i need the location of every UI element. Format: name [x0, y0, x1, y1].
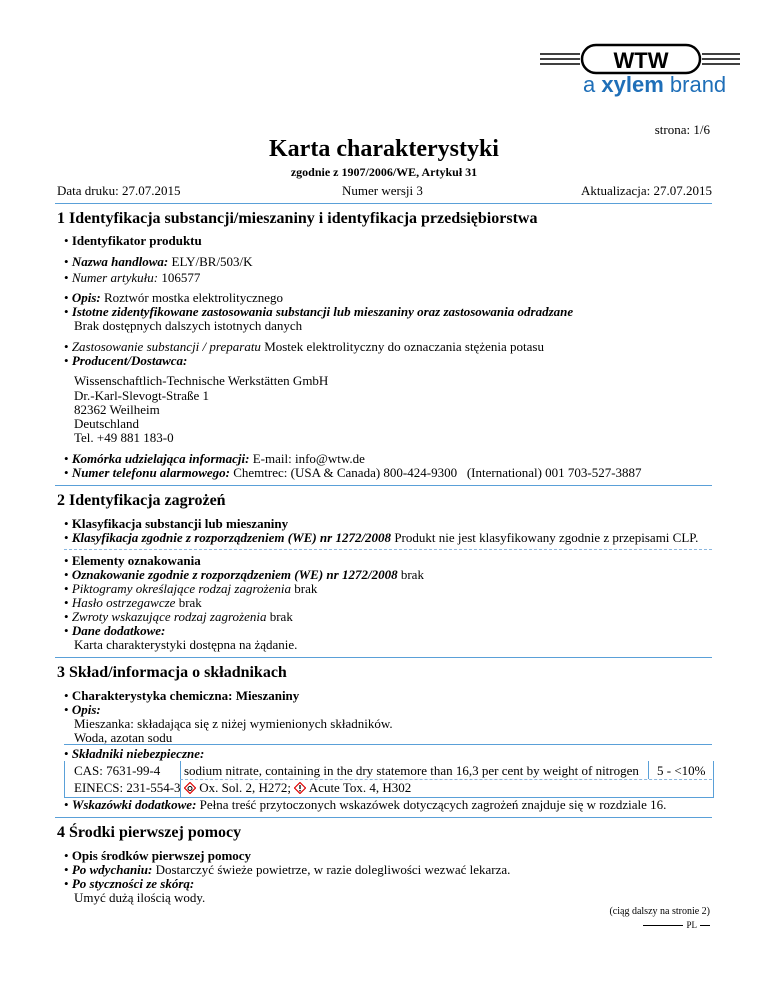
skin-contact-value: Umyć dużą ilością wody.: [74, 890, 206, 905]
address-line: Wissenschaftlich-Technische Werkstätten GmbH: [74, 373, 329, 388]
document-title: Karta charakterystyki: [269, 136, 499, 162]
hazardous-components-label: • Składniki niebezpieczne:: [64, 746, 205, 761]
divider: [55, 817, 712, 818]
additional-data-value: Karta charakterystyki dostępna na żądanie.: [74, 637, 298, 652]
section-1-heading: 1 Identyfikacja substancji/mieszaniny i identyfikacja przedsiębiorstwa: [57, 210, 538, 227]
additional-hints: • Wskazówki dodatkowe: Pełna treść przytoczonych wskazówek dotyczących zagrożeń znajduje się w rozdziale 16.: [64, 797, 667, 812]
classification-regulation: • Klasyfikacja zgodnie z rozporządzeniem (WE) nr 1272/2008 Produkt nie jest klasyfikowany zgodnie z przepisami CLP.: [64, 530, 699, 545]
composition-line: Woda, azotan sodu: [74, 730, 173, 745]
composition-description: • Opis:: [64, 702, 101, 717]
einecs-number: EINECS: 231-554-3: [74, 780, 181, 795]
composition-line: Mieszanka: składająca się z niżej wymienionych składników.: [74, 716, 393, 731]
emergency-phone: • Numer telefonu alarmowego: Chemtrec: (USA & Canada) 800-424-9300 (International) 001 703-527-3887: [64, 465, 642, 480]
identified-uses: • Istotne zidentyfikowane zastosowania substancji lub mieszaniny oraz zastosowania odradzane: [64, 304, 574, 319]
substance-classification: Ox. Sol. 2, H272; Acute Tox. 4, H302: [184, 780, 411, 796]
identified-uses-value: Brak dostępnych dalszych istotnych danych: [74, 318, 303, 333]
continued-note: (ciąg dalszy na stronie 2): [609, 906, 710, 917]
cas-number: CAS: 7631-99-4: [74, 763, 161, 778]
table-top: [64, 744, 712, 745]
signal-word: • Hasło ostrzegawcze brak: [64, 595, 202, 610]
product-identifier: • Identyfikator produktu: [64, 233, 202, 248]
svg-text:WTW: WTW: [613, 48, 669, 73]
divider: [55, 203, 712, 204]
substance-name: sodium nitrate, containing in the dry statemore than 16,3 per cent by weight of nitrogen: [184, 763, 639, 778]
address-line: Deutschland: [74, 416, 139, 431]
address-line: 82362 Weilheim: [74, 402, 160, 417]
article-number: • Numer artykułu: 106577: [64, 270, 201, 285]
after-skin-contact: • Po styczności ze skórą:: [64, 876, 195, 891]
concentration: 5 - <10%: [657, 763, 706, 778]
ghs-oxidizer-icon: [184, 782, 196, 794]
page-number: strona: 1/6: [654, 122, 710, 137]
label-elements: • Elementy oznakowania: [64, 553, 201, 568]
application: • Zastosowanie substancji / preparatu Mostek elektrolityczny do oznaczania stężenia potasu: [64, 339, 544, 354]
section-4-heading: 4 Środki pierwszej pomocy: [57, 824, 242, 841]
additional-data: • Dane dodatkowe:: [64, 623, 166, 638]
section-3-heading: 3 Skład/informacja o składnikach: [57, 664, 287, 681]
info-contact: • Komórka udzielająca informacji: E-mail: info@wtw.de: [64, 451, 365, 466]
first-aid-measures: • Opis środków pierwszej pomocy: [64, 848, 252, 863]
print-date: Data druku: 27.07.2015: [57, 183, 181, 198]
address-line: Dr.-Karl-Slevogt-Straße 1: [74, 388, 210, 403]
table-divider: [648, 761, 649, 779]
description: • Opis: Roztwór mostka elektrolitycznego: [64, 290, 284, 305]
trade-name: • Nazwa handlowa: ELY/BR/503/K: [64, 254, 253, 269]
chemical-characterization: • Charakterystyka chemiczna: Mieszaniny: [64, 688, 300, 703]
address-line: Tel. +49 881 183-0: [74, 430, 174, 445]
classification: • Klasyfikacja substancji lub mieszaniny: [64, 516, 289, 531]
brand-tagline: a xylem brand: [583, 72, 727, 97]
version-number: Numer wersji 3: [342, 183, 423, 198]
ghs-exclamation-icon: [294, 782, 306, 794]
dashed-divider: [64, 549, 712, 550]
hazard-statements: • Zwroty wskazujące rodzaj zagrożenia brak: [64, 609, 293, 624]
section-2-heading: 2 Identyfikacja zagrożeń: [57, 492, 226, 509]
divider: [55, 485, 712, 486]
update-date: Aktualizacja: 27.07.2015: [580, 183, 712, 198]
marking: • Oznakowanie zgodnie z rozporządzeniem (WE) nr 1272/2008 brak: [64, 567, 424, 582]
after-inhalation: • Po wdychaniu: Dostarczyć świeże powietrze, w razie dolegliwości wezwać lekarza.: [64, 862, 511, 877]
divider: [55, 657, 712, 658]
pictograms: • Piktogramy określające rodzaj zagrożenia brak: [64, 581, 318, 596]
footer-lang: PL: [643, 920, 710, 930]
producer-label: • Producent/Dostawca:: [64, 353, 188, 368]
document-subtitle: zgodnie z 1907/2006/WE, Artykuł 31: [290, 165, 478, 179]
